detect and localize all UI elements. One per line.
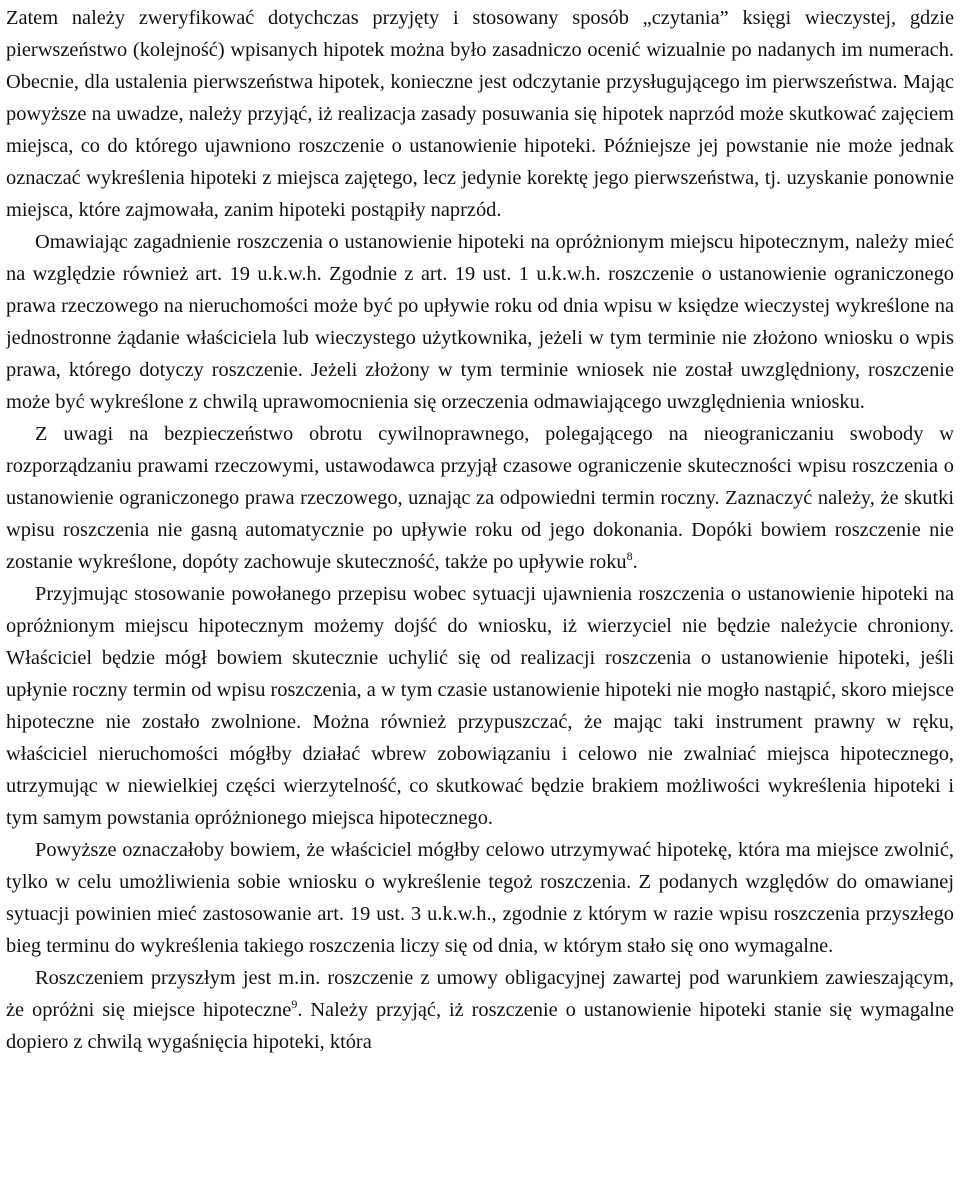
- paragraph-text: Powyższe oznaczałoby bowiem, że właściciel mógłby celowo utrzymywać hipotekę, która ma miejsce zwolnić, tylko w celu umożliwienia sobie wniosku o wykreślenie tegoż roszczenia. Z podanych względów do omawianej sytuacji powinien mieć zastosowanie art. 19 ust. 3 u.k.w.h., zgodnie z którym w razie wpisu roszczenia przyszłego bieg terminu do wykreślenia takiego roszczenia liczy się od dnia, w którym stało się ono wymagalne.: [6, 839, 954, 957]
- paragraph-text: Zatem należy zweryfikować dotychczas przyjęty i stosowany sposób „czytania” księgi wieczystej, gdzie pierwszeństwo (kolejność) wpisanych hipotek można było zasadniczo ocenić wizualnie po nadanych im numerach. Obecnie, dla ustalenia pierwszeństwa hipotek, konieczne jest odczytanie przysługującego im pierwszeństwa. Mając powyższe na uwadze, należy przyjąć, iż realizacja zasady posuwania się hipotek naprzód może skutkować zajęciem miejsca, co do którego ujawniono roszczenie o ustanowienie hipoteki. Późniejsze jej powstanie nie może jednak oznaczać wykreślenia hipoteki z miejsca zajętego, lecz jedynie korektę jego pierwszeństwa, tj. uzyskanie ponownie miejsca, które zajmowała, zanim hipoteki postąpiły naprzód.: [6, 7, 954, 221]
- paragraph-security: [6, 418, 954, 578]
- paragraph-creditor-protection: [6, 578, 954, 834]
- paragraph-tail: . Należy przyjąć, iż roszczenie o ustanowienie hipoteki stanie się wymagalne dopiero z chwilą wygaśnięcia hipoteki, która: [6, 999, 954, 1053]
- paragraph-text: Z uwagi na bezpieczeństwo obrotu cywilnoprawnego, polegającego na nieograniczaniu swobody w rozporządzaniu prawami rzeczowymi, ustawodawca przyjął czasowe ograniczenie skuteczności wpisu roszczenia o ustanowienie ograniczonego prawa rzeczowego, uznając za odpowiedni termin roczny. Zaznaczyć należy, że skutki wpisu roszczenia nie gasną automatycznie po upływie roku od jego dokonania. Dopóki bowiem roszczenie nie zostanie wykreślone, dopóty zachowuje skuteczność, także po upływie roku: [6, 423, 954, 573]
- paragraph-art-19-ust-3: [6, 834, 954, 962]
- footnote-marker[interactable]: 8: [626, 549, 633, 563]
- paragraph-future-claim: [6, 962, 954, 1058]
- paragraph-text: Omawiając zagadnienie roszczenia o ustanowienie hipoteki na opróżnionym miejscu hipotecznym, należy mieć na względzie również art. 19 u.k.w.h. Zgodnie z art. 19 ust. 1 u.k.w.h. roszczenie o ustanowienie ograniczonego prawa rzeczowego na nieruchomości może być po upływie roku od dnia wpisu w księdze wieczystej wykreślone na jednostronne żądanie właściciela lub wieczystego użytkownika, jeżeli w tym terminie nie złożono wniosku o wpis prawa, którego dotyczy roszczenie. Jeżeli złożony w tym terminie wniosek nie został uwzględniony, roszczenie może być wykreślone z chwilą uprawomocnienia się orzeczenia odmawiającego uwzględnienia wniosku.: [6, 231, 954, 413]
- footnote-marker[interactable]: 9: [291, 997, 298, 1011]
- document-page: [6, 0, 954, 1188]
- paragraph-art-19: [6, 226, 954, 418]
- paragraph-verification: [6, 2, 954, 226]
- paragraph-tail: .: [632, 551, 638, 573]
- paragraph-text: Przyjmując stosowanie powołanego przepisu wobec sytuacji ujawnienia roszczenia o ustanowienie hipoteki na opróżnionym miejscu hipotecznym możemy dojść do wniosku, iż wierzyciel nie będzie należycie chroniony. Właściciel będzie mógł bowiem skutecznie uchylić się od realizacji roszczenia o ustanowienie hipoteki, jeśli upłynie roczny termin od wpisu roszczenia, a w tym czasie ustanowienie hipoteki nie mogło nastąpić, skoro miejsce hipoteczne nie zostało zwolnione. Można również przypuszczać, że mając taki instrument prawny w ręku, właściciel nieruchomości mógłby działać wbrew zobowiązaniu i celowo nie zwalniać miejsca hipotecznego, utrzymując w niewielkiej części wierzytelność, co skutkować będzie brakiem możliwości wykreślenia hipoteki i tym samym powstania opróżnionego miejsca hipotecznego.: [6, 583, 954, 829]
- paragraph-text: Roszczeniem przyszłym jest m.in. roszczenie z umowy obligacyjnej zawartej pod warunkiem zawieszającym, że opróżni się miejsce hipoteczne: [6, 967, 954, 1021]
